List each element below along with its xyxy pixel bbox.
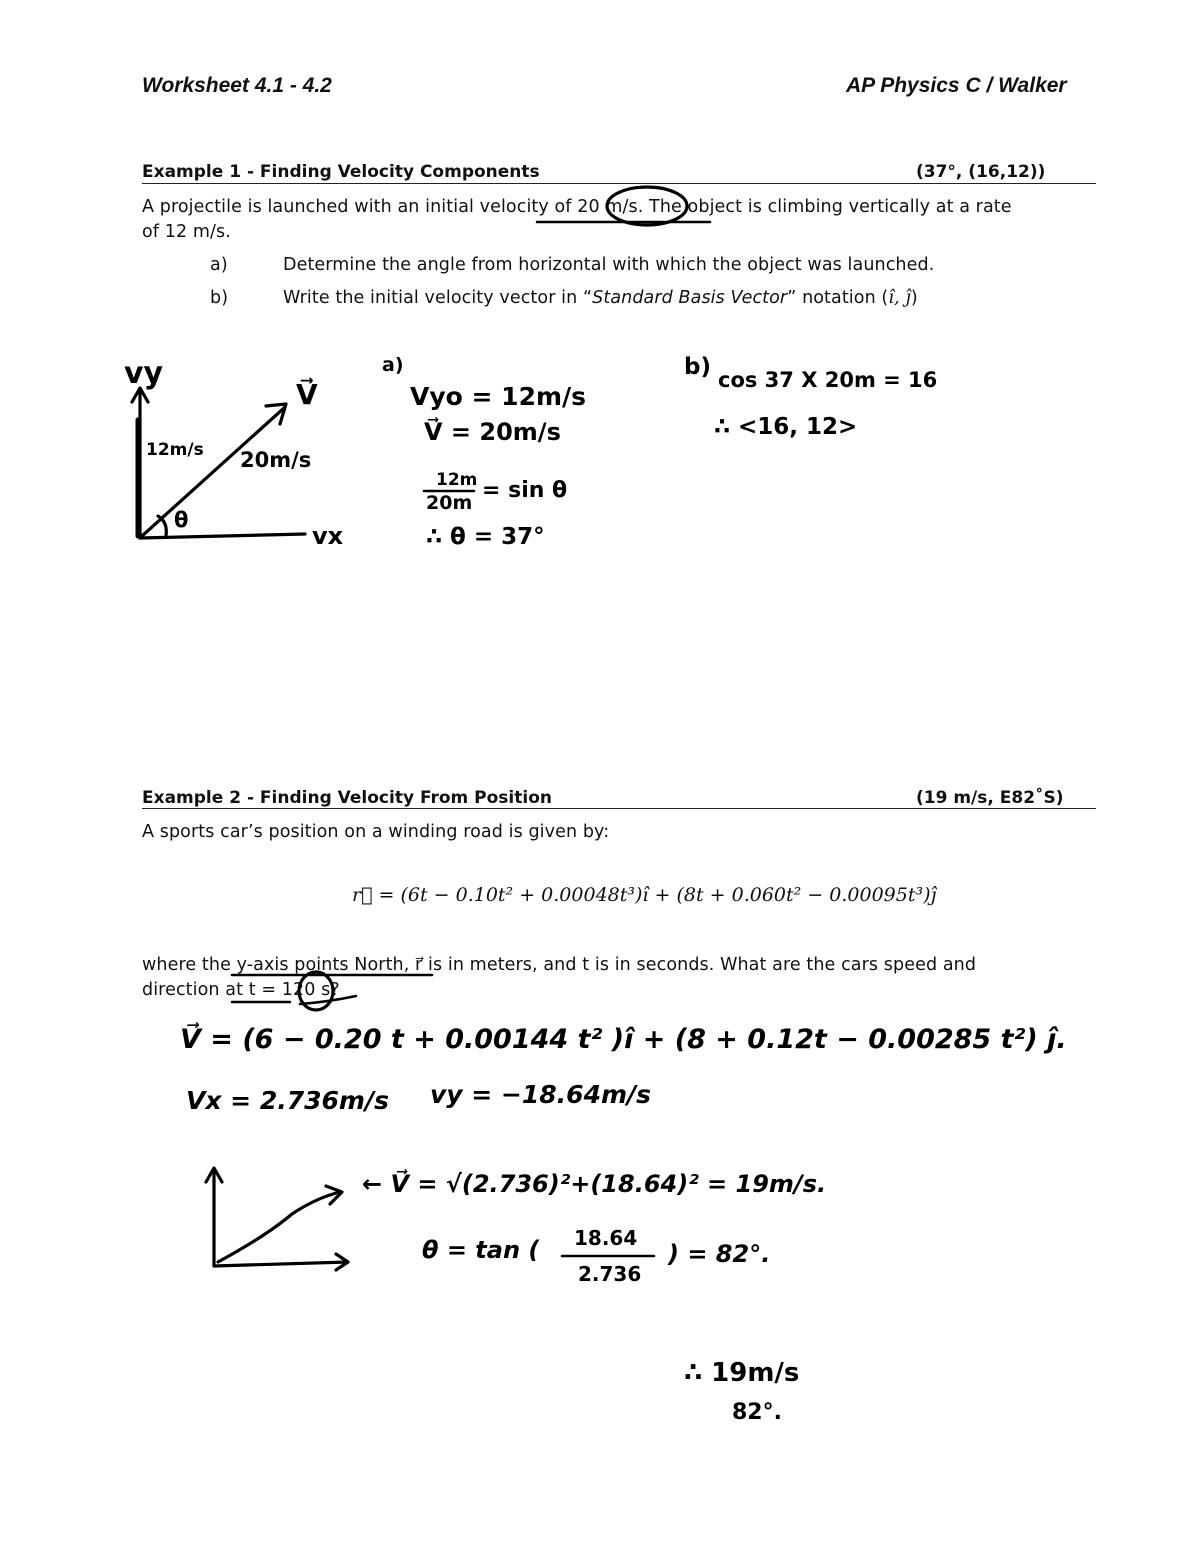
- item-a-marker: a): [210, 255, 228, 275]
- item-b-marker: b): [210, 288, 229, 308]
- hw-vy-label: vy: [124, 356, 164, 391]
- course-instructor: AP Physics C / Walker: [846, 74, 1067, 97]
- velocity-direction-sketch: [206, 1168, 348, 1270]
- hw-vx-value: Vx = 2.736m/s: [186, 1086, 389, 1115]
- item-b-text: Write the initial velocity vector in “Standard Basis Vector” notation (î, ĵ): [283, 288, 918, 308]
- hw-sin-theta: = sin θ: [482, 478, 568, 503]
- hw-angle-computation: θ = tan (: [422, 1236, 540, 1264]
- example1-title: Example 1 - Finding Velocity Components: [142, 162, 540, 182]
- hw-part-a-label: a): [382, 354, 404, 376]
- hw-angle-numerator: 18.64: [574, 1226, 638, 1250]
- example1-prompt-line2: of 12 m/s.: [142, 222, 231, 242]
- hw-v-given: V⃗ = 20m/s: [424, 418, 561, 446]
- sketch-x-axis: [214, 1262, 348, 1266]
- hw-part-b-label: b): [684, 354, 711, 380]
- hw-angle-result: ) = 82°.: [668, 1240, 771, 1268]
- velocity-vector: [142, 408, 284, 536]
- circle-20ms: [607, 187, 687, 225]
- example1-answer: (37°, (16,12)): [916, 162, 1046, 182]
- hw-cos-computation: cos 37 X 20m = 16: [718, 368, 938, 392]
- sketch-velocity-curve: [218, 1192, 340, 1262]
- hw-vyo-given: Vyo = 12m/s: [410, 382, 587, 411]
- example2-prompt-line1: A sports car’s position on a winding road is given by:: [142, 822, 610, 842]
- hw-speed-computation: ← V⃗ = √(2.736)²+(18.64)² = 19m/s.: [362, 1170, 827, 1198]
- position-equation: r⃗ = (6t − 0.10t² + 0.00048t³)î + (8t + 0.060t² − 0.00095t³)ĵ: [352, 884, 937, 906]
- hw-vy-magnitude: 12m/s: [146, 440, 204, 460]
- example1-prompt-line1: A projectile is launched with an initial velocity of 20 m/s. The object is climbing vertically at a rate: [142, 197, 1012, 217]
- hw-vy-value: vy = −18.64m/s: [430, 1080, 652, 1109]
- worksheet-title: Worksheet 4.1 - 4.2: [142, 74, 332, 97]
- hw-vector-result: ∴ <16, 12>: [714, 414, 858, 440]
- hw-v-label: V⃗: [296, 378, 318, 411]
- hw-velocity-derivative: V⃗ = (6 − 0.20 t + 0.00144 t² )î + (8 + 0.12t − 0.00285 t²) ĵ.: [180, 1024, 1067, 1055]
- hw-vx-label: vx: [312, 522, 344, 550]
- example2-title: Example 2 - Finding Velocity From Position: [142, 788, 552, 808]
- item-a-text: Determine the angle from horizontal with which the object was launched.: [283, 255, 935, 275]
- example2-prompt-line3: direction at t = 120 s?: [142, 980, 340, 1000]
- hw-v-magnitude: 20m/s: [240, 448, 312, 472]
- example2-answer: (19 m/s, E82˚S): [916, 788, 1064, 808]
- hw-final-angle: 82°.: [732, 1400, 782, 1425]
- hw-theta-result: ∴ θ = 37°: [426, 524, 545, 550]
- hw-angle-denominator: 2.736: [578, 1262, 642, 1286]
- velocity-components-diagram: [132, 388, 305, 538]
- hw-final-speed: ∴ 19m/s: [684, 1358, 800, 1388]
- hw-fraction-denominator: 20m: [426, 492, 473, 514]
- example2-prompt-line2: where the y-axis points North, r⃗ is in meters, and t is in seconds. What are the cars speed and: [142, 955, 977, 975]
- hw-fraction-numerator: 12m: [436, 470, 478, 490]
- hw-theta-label: θ: [174, 508, 189, 532]
